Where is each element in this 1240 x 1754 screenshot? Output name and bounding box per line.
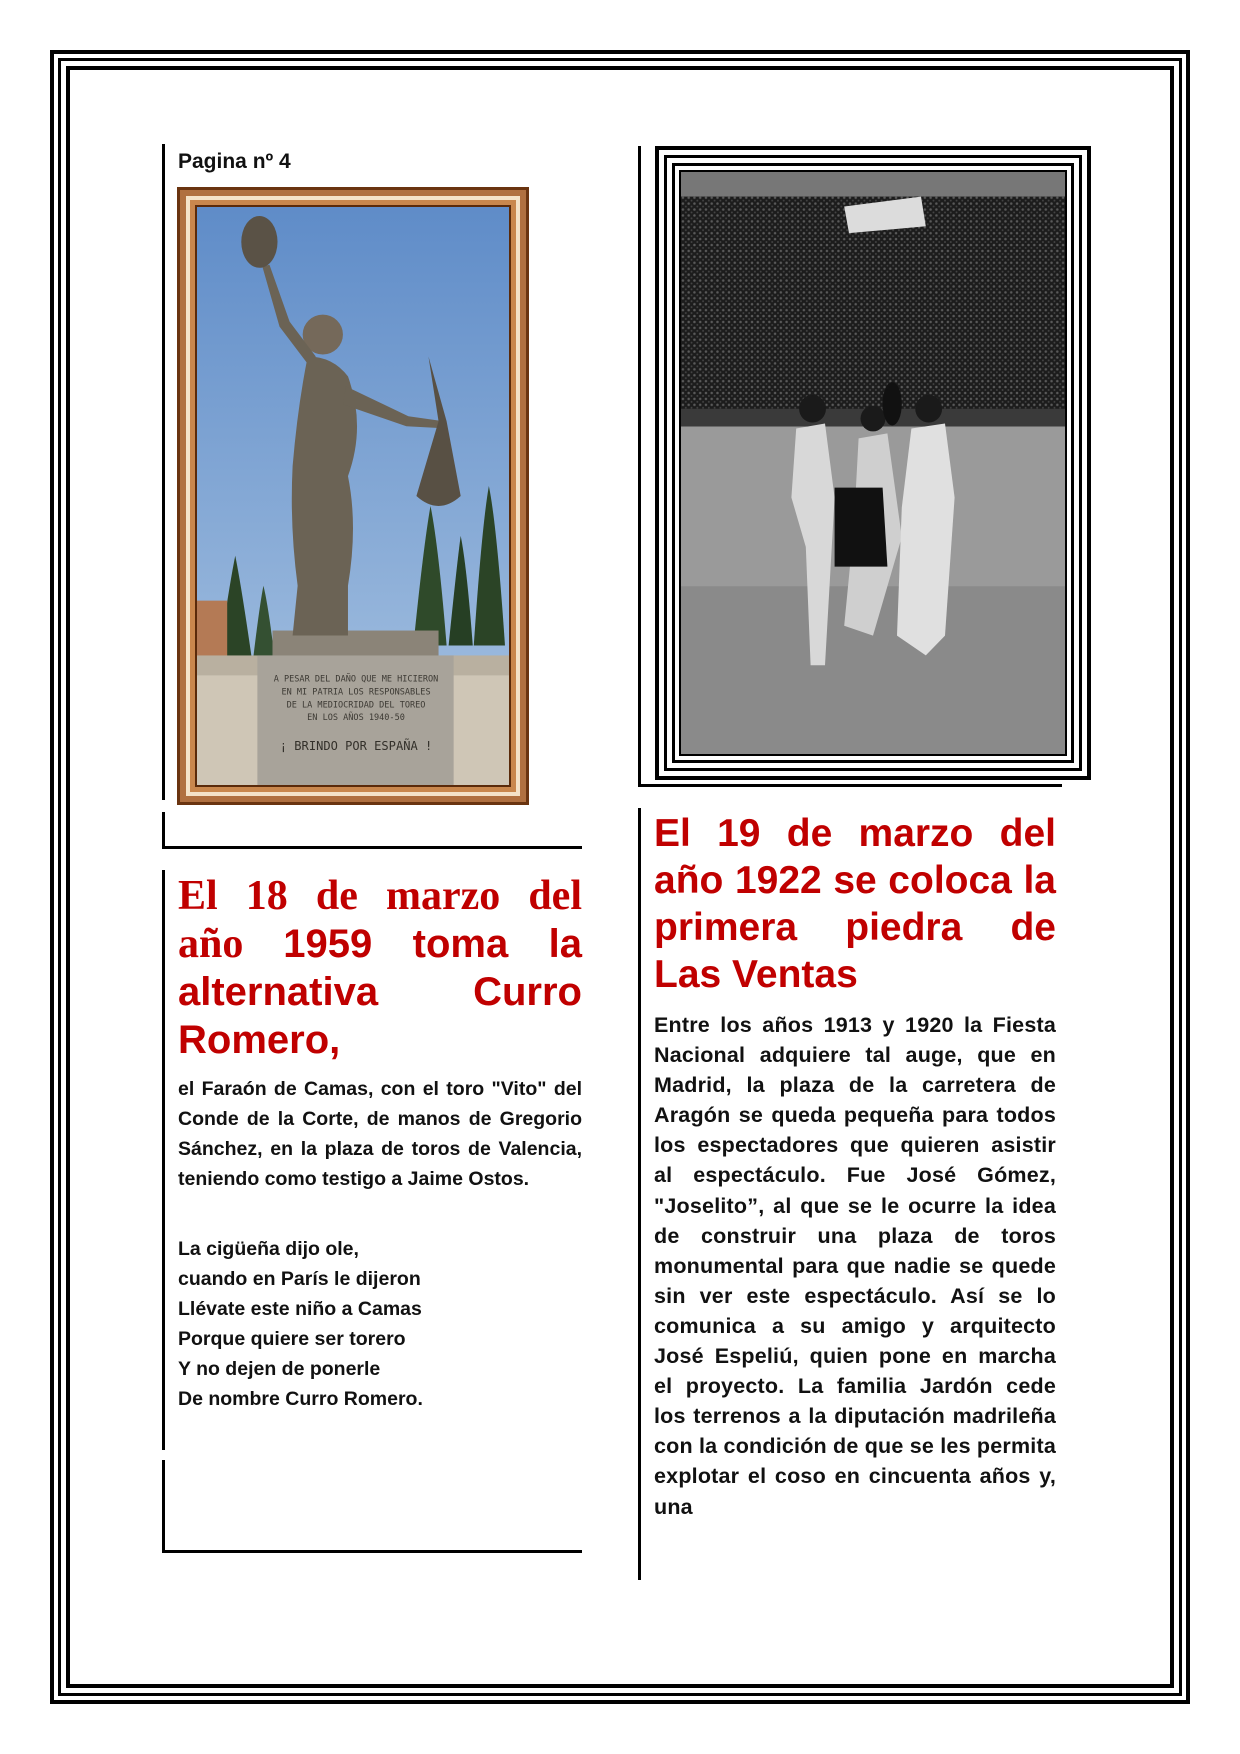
right-photo-underline: [638, 784, 1062, 787]
left-headline-part2: 1959 toma la alternativa Curro Romero,: [178, 922, 583, 1062]
left-section-divider: [162, 846, 582, 849]
left-headline-part1: El 18 de marzo del año: [178, 873, 582, 967]
statue-photo: [197, 207, 509, 785]
poem: [178, 1234, 582, 1414]
poem-line: Llévate este niño a Camas: [178, 1298, 422, 1320]
bullring-photo: [681, 172, 1065, 754]
page-number: Pagina nº 4: [178, 150, 291, 173]
right-article-body: Entre los años 1913 y 1920 la Fiesta Nacional adquiere tal auge, que en Madrid, la plaza de la carretera de Aragón se queda pequeña para todos los espectadores que quieren asistir al espectáculo. Fue José Gómez, "Joselito”, al que se le ocurre la idea de construir una plaza de toros monumental para que nadie se quede sin ver este espectáculo. Así se lo comunica a su amigo y arquitecto José Espeliú, quien pone en marcha el proyecto. La familia Jardón cede los terrenos a la diputación madrileña con la condición de que se les permita explotar el coso en cincuenta años y, una: [654, 1013, 1056, 1519]
left-article-body: el Faraón de Camas, con el toro "Vito" del Conde de la Corte, de manos de Gregorio Sánchez, en la plaza de toros de Valencia, teniendo como testigo a Jaime Ostos.: [178, 1078, 582, 1190]
statue-photo-frame: [177, 187, 529, 805]
left-column-rule-bottom: [162, 1460, 165, 1552]
right-column-rule-top: [638, 146, 641, 786]
right-article-headline: El 19 de marzo del año 1922 se coloca la primera piedra de Las Ventas: [654, 812, 1056, 996]
right-column-rule-body: [638, 808, 641, 1580]
inscription-line-2: EN MI PATRIA LOS RESPONSABLES: [281, 687, 431, 698]
inscription-line-1: A PESAR DEL DAÑO QUE ME HICIERON: [273, 674, 439, 685]
left-column-rule-body: [162, 870, 165, 1450]
left-bottom-divider: [162, 1550, 582, 1553]
poem-line: La cigüeña dijo ole,: [178, 1238, 359, 1260]
bullring-photo-frame: [655, 146, 1091, 780]
poem-line: cuando en París le dijeron: [178, 1268, 421, 1290]
inscription-line-3: DE LA MEDIOCRIDAD DEL TOREO: [286, 700, 426, 711]
left-column-rule-top: [162, 144, 165, 800]
poem-line: Porque quiere ser torero: [178, 1328, 406, 1350]
left-column-rule-mid: [162, 812, 165, 848]
poem-line: Y no dejen de ponerle: [178, 1358, 381, 1380]
inscription-line-5: ¡ BRINDO POR ESPAÑA !: [279, 739, 433, 754]
inscription-line-4: EN LOS AÑOS 1940-50: [307, 713, 405, 724]
left-article-headline: [178, 872, 582, 1064]
poem-line: De nombre Curro Romero.: [178, 1388, 423, 1410]
